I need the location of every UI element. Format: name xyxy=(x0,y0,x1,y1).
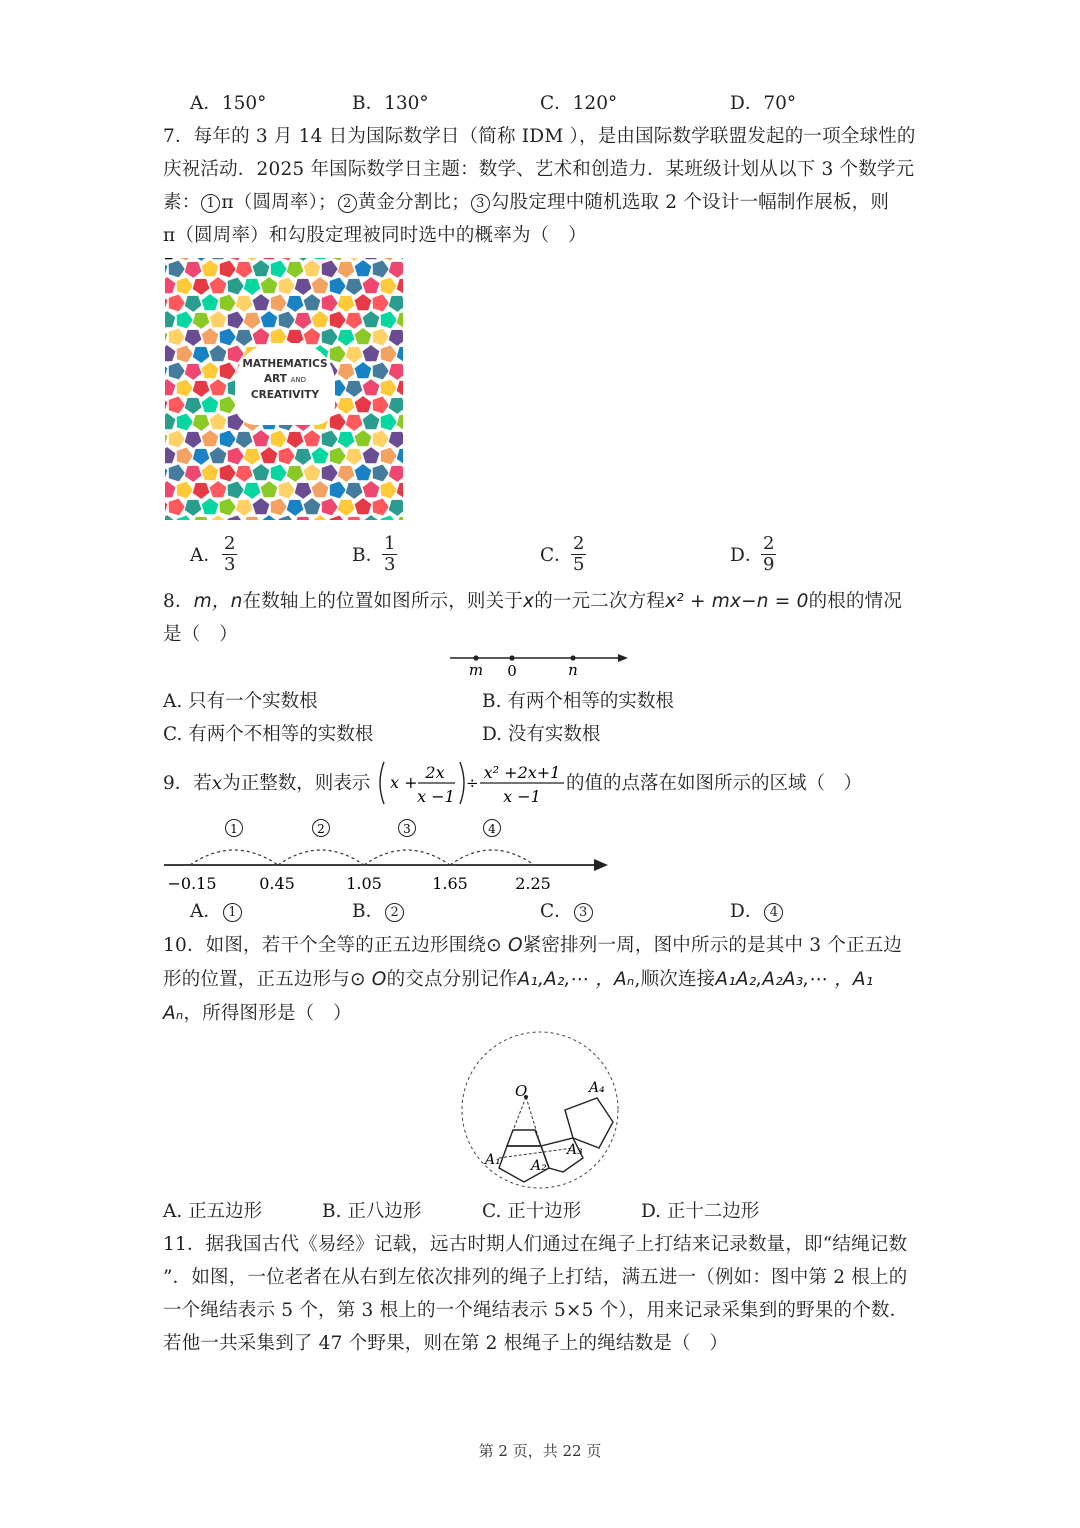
mosaic-tile xyxy=(329,311,346,329)
mosaic-tile xyxy=(209,258,227,260)
mosaic-tile xyxy=(165,258,176,260)
svg-text:1.65: 1.65 xyxy=(432,874,468,893)
mosaic-tile xyxy=(192,448,210,465)
q9-option-c: C． 3 xyxy=(540,900,594,924)
mosaic-tile xyxy=(184,465,202,482)
mosaic-tile xyxy=(165,413,176,430)
mosaic-tile xyxy=(354,430,372,447)
mosaic-tile xyxy=(311,277,329,294)
mosaic-tile xyxy=(270,430,287,448)
q7-option-a-fraction: $\frac{2}{3}$ xyxy=(224,533,236,575)
mosaic-tile xyxy=(354,362,372,379)
mosaic-tile xyxy=(303,328,321,345)
q9-option-b: B． 2 xyxy=(352,900,405,924)
mosaic-tile xyxy=(165,447,176,464)
mosaic-tile xyxy=(165,277,176,294)
mosaic-tile xyxy=(176,311,193,329)
mosaic-tile xyxy=(388,261,403,278)
q9-option-d: D． 4 xyxy=(730,900,784,924)
mosaic-tile xyxy=(321,294,338,312)
mosaic-tile xyxy=(337,295,355,312)
mosaic-tile xyxy=(388,363,403,380)
mosaic-tile xyxy=(372,464,389,482)
mosaic-tile xyxy=(362,379,380,396)
mosaic-tile xyxy=(294,448,312,465)
mosaic-tile xyxy=(278,481,295,499)
mosaic-tile xyxy=(362,345,380,362)
mosaic-tile xyxy=(303,294,321,311)
mosaic-tile xyxy=(260,447,278,464)
mosaic-tile xyxy=(252,430,270,447)
mosaic-tile xyxy=(337,397,355,414)
mosaic-tile xyxy=(192,516,210,520)
mosaic-tile xyxy=(165,379,176,396)
mosaic-tile xyxy=(270,294,287,312)
svg-text:4: 4 xyxy=(488,822,496,836)
mosaic-tile xyxy=(235,499,253,516)
mosaic-tile xyxy=(345,380,363,397)
mosaic-tile xyxy=(209,345,227,362)
q7-option-b-label: B． xyxy=(352,545,385,566)
mosaic-tile xyxy=(201,294,219,311)
mosaic-tile xyxy=(168,260,185,278)
point-0 xyxy=(509,655,514,660)
q9-number-line xyxy=(160,815,620,895)
label-n: n xyxy=(568,661,578,679)
mosaic-tile xyxy=(270,260,287,278)
q6-option-a: A．150° xyxy=(190,93,267,114)
mosaic-tile xyxy=(362,277,380,294)
mosaic-tile xyxy=(176,277,193,295)
mosaic-tile xyxy=(184,431,202,448)
mosaic-tile xyxy=(321,464,338,482)
svg-text:A₃: A₃ xyxy=(567,1142,583,1158)
mosaic-tile xyxy=(219,464,236,482)
mosaic-tile xyxy=(227,277,244,295)
svg-text:1.05: 1.05 xyxy=(346,874,382,893)
circled-number-3: 3 xyxy=(471,194,490,213)
q9-prefix: 9．若x为正整数，则表示 xyxy=(163,773,371,794)
mosaic-tile xyxy=(184,329,202,346)
mosaic-tile xyxy=(219,396,236,414)
mosaic-tile xyxy=(219,430,236,448)
mosaic-tile xyxy=(165,294,168,311)
mosaic-tile xyxy=(372,294,389,312)
mosaic-tile xyxy=(345,482,363,499)
mosaic-tile xyxy=(243,482,261,499)
mosaic-tile xyxy=(270,464,287,482)
mosaic-tile xyxy=(184,295,202,312)
mosaic-tile xyxy=(235,431,253,448)
mosaic-tile xyxy=(337,261,355,278)
mosaic-tile xyxy=(362,413,380,430)
mosaic-tile xyxy=(165,515,176,521)
mosaic-tile xyxy=(388,499,403,516)
arc-region-1 xyxy=(190,850,278,865)
mosaic-tile xyxy=(260,258,278,260)
q8-line-2: 是（ ） xyxy=(163,624,238,645)
mosaic-tile xyxy=(337,499,355,516)
mosaic-tile xyxy=(278,311,295,329)
q7-line-3: 素： 1 π（圆周率）； 2 黄金分割比； 3 勾股定理中随机选取 2 个设计一幅制作展板，则 xyxy=(163,192,890,213)
mosaic-tile xyxy=(311,311,329,328)
mosaic-tile xyxy=(165,481,176,498)
mosaic-tile xyxy=(345,346,363,363)
mosaic-tile xyxy=(311,481,329,498)
mosaic-tile xyxy=(380,311,397,329)
mosaic-tile xyxy=(329,447,346,465)
svg-text:2.25: 2.25 xyxy=(515,874,551,893)
mathematics-art-creativity-image xyxy=(165,258,403,520)
image-title-line-3: CREATIVITY xyxy=(250,389,320,401)
mosaic-tile xyxy=(165,396,168,413)
q8-option-b: B. 有两个相等的实数根 xyxy=(482,691,674,712)
mosaic-tile xyxy=(362,447,380,464)
q8-option-d: D. 没有实数根 xyxy=(482,724,601,745)
mosaic-tile xyxy=(362,481,380,498)
q7-option-b-fraction: $\frac{1}{3}$ xyxy=(384,533,396,575)
svg-text:O: O xyxy=(515,1082,528,1100)
mosaic-tile xyxy=(168,430,185,448)
mosaic-tile xyxy=(388,329,403,346)
mosaic-tile xyxy=(354,396,372,413)
image-title-box xyxy=(235,343,335,425)
mosaic-tile xyxy=(372,430,389,448)
mosaic-tile xyxy=(311,515,329,521)
q10-line-2: 形的位置，正五边形与⊙ O的交点分别记作A₁,A₂,⋯ ，Aₙ,顺次连接A₁A₂,A₂A₃,⋯ ，A₁ xyxy=(163,969,874,990)
mosaic-tile xyxy=(354,328,372,345)
q8-number-line xyxy=(440,645,640,681)
mosaic-tile xyxy=(396,380,403,397)
page-footer: 第 2 页，共 22 页 xyxy=(478,1442,602,1460)
mosaic-tile xyxy=(380,481,397,499)
mosaic-tile xyxy=(201,396,219,413)
mosaic-tile xyxy=(252,328,270,345)
mosaic-tile xyxy=(345,414,363,431)
q10-option-a: A. 正五边形 xyxy=(163,1201,263,1222)
mosaic-tile xyxy=(168,396,185,414)
mosaic-tile xyxy=(380,379,397,397)
mosaic-tile xyxy=(286,261,304,278)
svg-text:2: 2 xyxy=(317,822,325,836)
label-m: m xyxy=(468,661,484,679)
mosaic-tile xyxy=(165,430,168,447)
mosaic-tile xyxy=(321,430,338,448)
mosaic-tile xyxy=(192,380,210,397)
arc-region-3 xyxy=(364,850,450,865)
mosaic-tile xyxy=(321,328,338,346)
mosaic-tile xyxy=(176,379,193,397)
mosaic-tile xyxy=(388,431,403,448)
mosaic-tile xyxy=(354,294,372,311)
mosaic-tile xyxy=(165,498,168,515)
mosaic-tile xyxy=(209,311,227,328)
q11-line-1: 11．据我国古代《易经》记载，远古时期人们通过在绳子上打结来记录数量，即“结绳记数 xyxy=(163,1234,908,1255)
q11-line-2: ”．如图，一位老者在从右到左依次排列的绳子上打结，满五进一（例如：图中第 2 根上的 xyxy=(163,1267,908,1288)
q9-suffix: 的值的点落在如图所示的区域（ ） xyxy=(566,773,863,794)
mosaic-tile xyxy=(201,464,219,481)
mosaic-tile xyxy=(176,481,193,499)
mosaic-tile xyxy=(380,345,397,363)
mosaic-tile xyxy=(235,295,253,312)
circled-number-2: 2 xyxy=(338,194,357,213)
mosaic-tile xyxy=(165,328,168,345)
mosaic-tile xyxy=(252,294,270,311)
mosaic-tile xyxy=(354,498,372,515)
mosaic-tile xyxy=(184,397,202,414)
mosaic-tile xyxy=(260,311,278,328)
q11-line-3: 一个绳结表示 5 个，第 3 根上的一个绳结表示 5×5 个），用来记录采集到的野果的个数． xyxy=(163,1300,909,1321)
svg-text:÷: ÷ xyxy=(466,774,479,792)
mosaic-tile xyxy=(201,498,219,515)
mosaic-tile xyxy=(243,312,261,329)
mosaic-tile xyxy=(396,278,403,295)
svg-text:−0.15: −0.15 xyxy=(167,874,217,893)
mosaic-tile xyxy=(165,362,168,379)
mosaic-tile xyxy=(243,448,261,465)
mosaic-tile xyxy=(337,329,355,346)
mosaic-tile xyxy=(252,498,270,515)
q10-line-1: 10．如图，若干个全等的正五边形围绕⊙ O紧密排列一周，图中所示的是其中 3 个正五边 xyxy=(163,935,903,956)
mosaic-tile xyxy=(252,464,270,481)
mosaic-tile xyxy=(362,515,380,521)
mosaic-tile xyxy=(362,258,380,260)
mosaic-tile xyxy=(227,311,244,329)
image-title-line-1: MATHEMATICS xyxy=(242,358,328,370)
mosaic-tile xyxy=(294,312,312,329)
q7-line-1: 7．每年的 3 月 14 日为国际数学日（简称 IDM ），是由国际数学联盟发起的一项全球性的 xyxy=(163,126,916,147)
svg-text:3: 3 xyxy=(403,822,411,836)
mosaic-tile xyxy=(396,482,403,499)
mosaic-tile xyxy=(184,363,202,380)
mosaic-tile xyxy=(345,278,363,295)
mosaic-tile xyxy=(219,294,236,312)
q9-expression xyxy=(378,758,568,808)
mosaic-tile xyxy=(270,498,287,516)
mosaic-tile xyxy=(219,498,236,516)
circled-number-1: 1 xyxy=(201,194,220,213)
mosaic-tile xyxy=(286,431,304,448)
mosaic-tile xyxy=(165,260,168,277)
mosaic-tile xyxy=(227,447,244,465)
mosaic-tile xyxy=(243,516,261,520)
mosaic-tile xyxy=(396,346,403,363)
mosaic-tile xyxy=(354,260,372,277)
mosaic-tile xyxy=(201,328,219,345)
mosaic-tile xyxy=(168,328,185,346)
mosaic-tile xyxy=(176,447,193,465)
svg-text:A₂: A₂ xyxy=(531,1158,547,1174)
q10-pentagon-figure xyxy=(455,1030,625,1190)
mosaic-tile xyxy=(286,499,304,516)
q10-option-d: D. 正十二边形 xyxy=(641,1201,760,1222)
mosaic-tile xyxy=(396,414,403,431)
svg-text:x² +2x+1: x² +2x+1 xyxy=(483,763,561,782)
mosaic-tile xyxy=(192,346,210,363)
arc-region-4 xyxy=(450,850,534,865)
mosaic-tile xyxy=(168,294,185,312)
mosaic-tile xyxy=(168,362,185,380)
mosaic-tile xyxy=(396,312,403,329)
mosaic-tile xyxy=(337,465,355,482)
mosaic-tile xyxy=(165,311,176,328)
mosaic-tile xyxy=(192,278,210,295)
q8-option-a: A. 只有一个实数根 xyxy=(163,691,318,712)
mosaic-tile xyxy=(329,481,346,499)
mosaic-tile xyxy=(219,260,236,278)
point-m xyxy=(473,655,478,660)
mosaic-tile xyxy=(192,482,210,499)
mosaic-tile xyxy=(286,465,304,482)
mosaic-tile xyxy=(209,379,227,396)
svg-text:A₄: A₄ xyxy=(589,1080,605,1096)
q7-option-c-label: C． xyxy=(540,545,573,566)
q9-option-a: A． 1 xyxy=(190,900,243,924)
mosaic-tile xyxy=(388,397,403,414)
mosaic-tile xyxy=(294,516,312,520)
mosaic-tile xyxy=(380,277,397,295)
mosaic-tile xyxy=(311,447,329,464)
mosaic-tile xyxy=(372,260,389,278)
q7-line-2: 庆祝活动．2025 年国际数学日主题：数学、艺术和创造力．某班级计划从以下 3 个数学元 xyxy=(163,159,915,180)
mosaic-tile xyxy=(260,481,278,498)
mosaic-tile xyxy=(252,260,270,277)
mosaic-tile xyxy=(201,430,219,447)
mosaic-tile xyxy=(337,363,355,380)
q8-line-1: 8．m，n在数轴上的位置如图所示，则关于x的一元二次方程x² + mx−n = 0的根的情况 xyxy=(163,591,903,612)
svg-text:2x: 2x xyxy=(425,763,445,782)
mosaic-tile xyxy=(209,481,227,498)
mosaic-tile xyxy=(372,396,389,414)
svg-text:1: 1 xyxy=(230,822,238,836)
q10-option-b: B. 正八边形 xyxy=(322,1201,422,1222)
mosaic-tile xyxy=(321,498,338,516)
mosaic-tile xyxy=(303,498,321,515)
point-n xyxy=(570,655,575,660)
mosaic-tile xyxy=(227,481,244,499)
mosaic-tile xyxy=(388,465,403,482)
mosaic-tile xyxy=(380,413,397,431)
mosaic-tile xyxy=(286,295,304,312)
q11-line-4: 若他一共采集到了 47 个野果，则在第 2 根绳子上的绳结数是（ ） xyxy=(163,1333,729,1354)
q7-option-c-fraction: $\frac{2}{5}$ xyxy=(573,533,585,575)
mosaic-tile xyxy=(235,329,253,346)
mosaic-tile xyxy=(219,328,236,346)
mosaic-tile xyxy=(201,260,219,277)
mosaic-tile xyxy=(321,260,338,278)
mosaic-tile xyxy=(209,515,227,521)
mosaic-tile xyxy=(278,447,295,465)
mosaic-tile xyxy=(184,261,202,278)
q6-option-d: D．70° xyxy=(730,93,797,114)
mosaic-tile xyxy=(243,278,261,295)
q6-option-c: C．120° xyxy=(540,93,618,114)
mosaic-tile xyxy=(165,345,176,362)
mosaic-tile xyxy=(303,260,321,277)
mosaic-tile xyxy=(219,362,236,380)
mosaic-tile xyxy=(235,465,253,482)
mosaic-tile xyxy=(209,277,227,294)
q10-line-3: Aₙ，所得图形是（ ） xyxy=(163,1003,352,1024)
mosaic-tile xyxy=(209,447,227,464)
mosaic-tile xyxy=(345,516,363,520)
mosaic-tile xyxy=(345,312,363,329)
q10-option-c: C. 正十边形 xyxy=(482,1201,582,1222)
mosaic-tile xyxy=(165,464,168,481)
mosaic-tile xyxy=(372,362,389,380)
arc-region-2 xyxy=(278,850,364,865)
q7-line-4: π（圆周率）和勾股定理被同时选中的概率为（ ） xyxy=(163,225,587,246)
q7-option-d-fraction: $\frac{2}{9}$ xyxy=(763,533,775,575)
mosaic-tile xyxy=(388,295,403,312)
q6-option-b: B．130° xyxy=(352,93,429,114)
svg-text:x −1: x −1 xyxy=(503,787,541,806)
mosaic-tile xyxy=(303,464,321,481)
mosaic-tile xyxy=(354,464,372,481)
mosaic-tile xyxy=(278,277,295,295)
mosaic-tile xyxy=(372,498,389,516)
mosaic-tile xyxy=(396,448,403,465)
mosaic-tile xyxy=(176,413,193,431)
label-0: 0 xyxy=(507,662,517,680)
mosaic-tile xyxy=(168,498,185,516)
mosaic-tile xyxy=(329,277,346,295)
mosaic-tile xyxy=(235,261,253,278)
mosaic-tile xyxy=(345,448,363,465)
mosaic-tile xyxy=(201,362,219,379)
mosaic-tile xyxy=(294,278,312,295)
mosaic-tile xyxy=(209,413,227,430)
mosaic-tile xyxy=(260,515,278,521)
mosaic-tile xyxy=(192,312,210,329)
mosaic-tile xyxy=(380,447,397,465)
mosaic-tile xyxy=(362,311,380,328)
mosaic-tile xyxy=(168,464,185,482)
mosaic-tile xyxy=(192,414,210,431)
mosaic-tile xyxy=(311,258,329,260)
mosaic-tile xyxy=(372,328,389,346)
q7-option-a-label: A． xyxy=(190,545,222,566)
svg-text:0.45: 0.45 xyxy=(259,874,295,893)
svg-text:x −1: x −1 xyxy=(417,787,455,806)
mosaic-tile xyxy=(337,431,355,448)
image-title-line-2: ART AND xyxy=(264,373,306,385)
mosaic-tile xyxy=(303,430,321,447)
mosaic-tile xyxy=(294,482,312,499)
mosaic-tile xyxy=(184,499,202,516)
mosaic-tile xyxy=(176,345,193,363)
svg-text:x +: x + xyxy=(390,773,418,792)
mosaic-tile xyxy=(260,277,278,294)
q8-option-c: C. 有两个不相等的实数根 xyxy=(163,724,374,745)
svg-text:A₁: A₁ xyxy=(485,1152,501,1168)
q7-option-d-label: D． xyxy=(730,545,764,566)
